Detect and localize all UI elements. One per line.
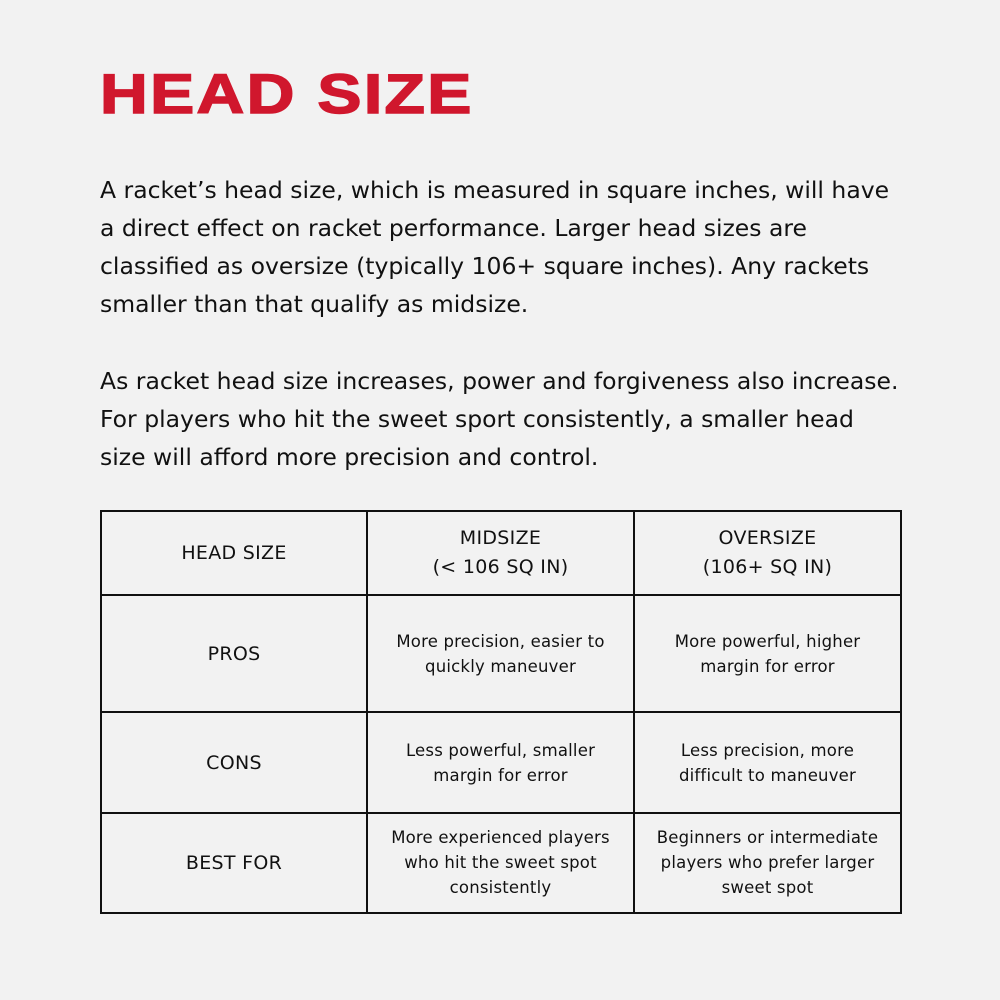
cell-pros-midsize: More precision, easier to quickly maneuver	[367, 595, 634, 712]
column-header-midsize	[367, 511, 634, 595]
table-corner-label: HEAD SIZE	[101, 511, 367, 595]
intro-paragraph: A racket’s head size, which is measured in square inches, will have a direct effect on racket performance. Larger head sizes are classified as oversize (typically 106+ square inches). Any rackets smaller than that qualify as midsize.	[100, 176, 890, 318]
cell-best-for-oversize: Beginners or intermediate players who prefer larger sweet spot	[634, 813, 901, 913]
column-header-oversize-name: OVERSIZE	[718, 527, 817, 550]
row-label-best-for: BEST FOR	[101, 813, 367, 913]
row-label-pros: PROS	[101, 595, 367, 712]
head-size-comparison-table	[100, 510, 902, 914]
cell-best-for-midsize: More experienced players who hit the sweet spot consistently	[367, 813, 634, 913]
column-header-midsize-sub: (< 106 SQ IN)	[432, 556, 569, 579]
column-header-midsize-name: MIDSIZE	[459, 527, 542, 550]
explanation-paragraph: As racket head size increases, power and forgiveness also increase. For players who hit the sweet sport consistently, a smaller head size will afford more precision and control.	[100, 367, 899, 471]
cell-cons-midsize: Less powerful, smaller margin for error	[367, 712, 634, 812]
page-title: HEAD SIZE	[100, 62, 474, 125]
table-row-best-for	[101, 813, 901, 913]
column-header-oversize	[634, 511, 901, 595]
column-header-oversize-sub: (106+ SQ IN)	[702, 556, 833, 579]
table-header-row	[101, 511, 901, 595]
table-row-cons	[101, 712, 901, 812]
cell-pros-oversize: More powerful, higher margin for error	[634, 595, 901, 712]
cell-cons-oversize: Less precision, more difficult to maneuver	[634, 712, 901, 812]
table-row-pros	[101, 595, 901, 712]
row-label-cons: CONS	[101, 712, 367, 812]
